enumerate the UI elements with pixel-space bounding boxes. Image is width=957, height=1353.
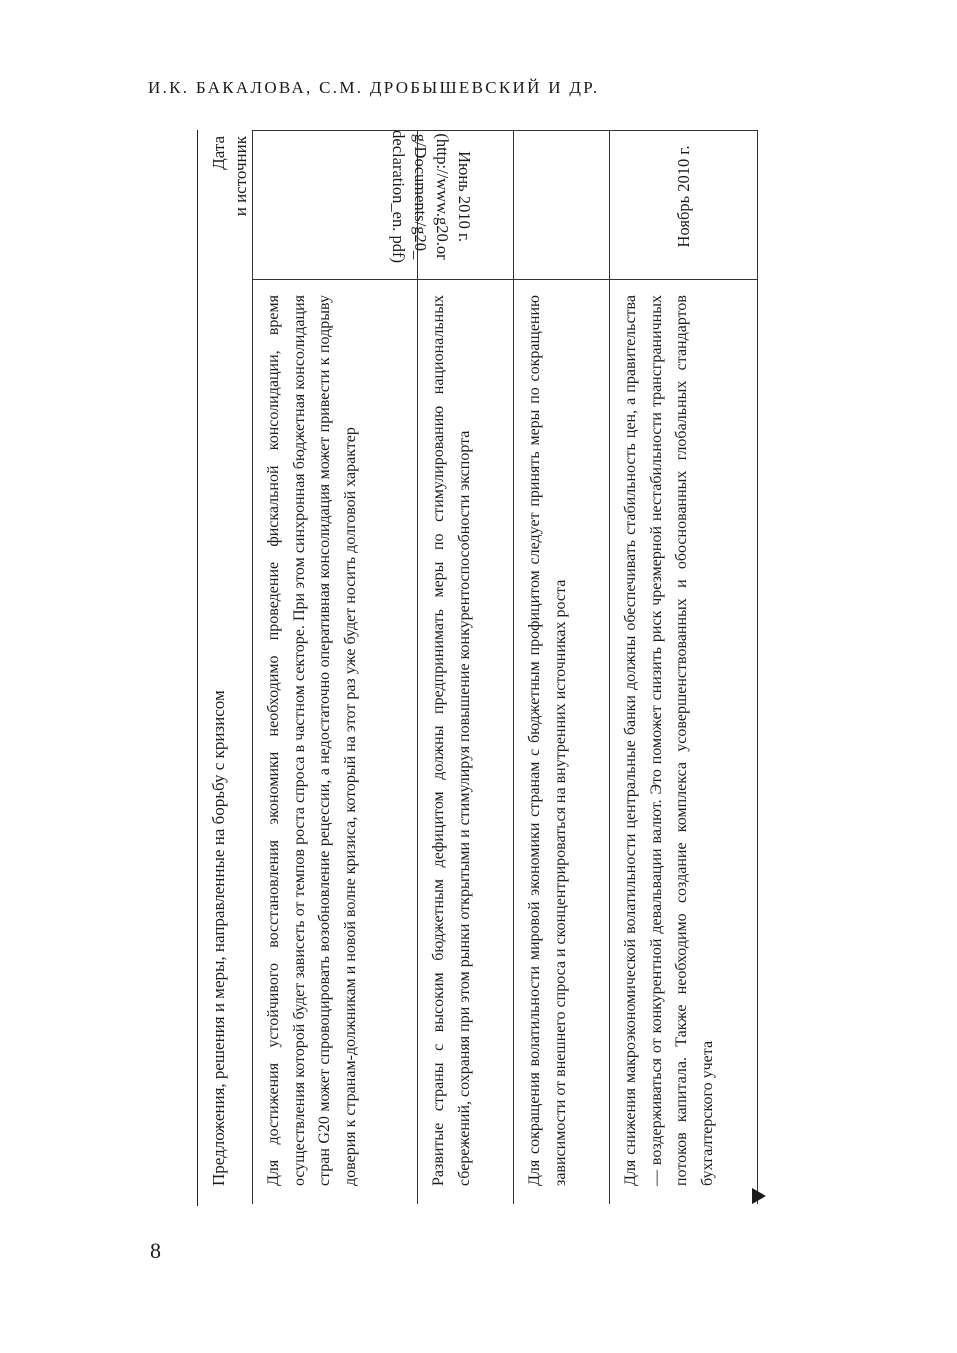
row-divider: [513, 130, 514, 1204]
column-header-date-line2: и источник: [231, 136, 250, 217]
date-cell-june: [252, 130, 609, 263]
column-header-date: [200, 130, 252, 280]
page-number: 8: [150, 1238, 161, 1263]
column-header-proposals: Предложения, решения и меры, направленные на борьбу с кризисом: [209, 690, 228, 1186]
column-header-date-line1: Дата: [209, 136, 228, 170]
date-november: Ноябрь 2010 г.: [673, 145, 693, 248]
header-rule: [197, 130, 198, 1206]
date-june-source-2: declaration_en. pdf): [388, 130, 408, 263]
row-divider: [417, 130, 418, 1204]
date-june-source-1: (http://www.g20.org/Documents/g20_: [410, 133, 452, 260]
table-row-1: Для достижения устойчивого восстановления экономики необходимо проведение фискальной консолидации, время осуществления которой будет зависеть от темпов роста спроса в частном секторе. При этом синхронная бюджетная консолидация стран G20 может спровоцировать возобновление рецессии, а недостаточно оперативная консолидация может привести к подрыву доверия к странам-должникам и новой волне кризиса, который на этот раз уже будет носить долговой характер: [265, 295, 359, 1186]
continuation-marker: [752, 1188, 766, 1204]
table-row-3: Для сокращения волатильности мировой экономики странам с бюджетным профицитом следует принять меры по сокращению зависимости от внешнего спроса и сконцентрироваться на внутренних источниках роста: [526, 295, 569, 1186]
date-june: Июнь 2010 г.: [454, 151, 474, 242]
table-row-4: Для снижения макроэкономической волатильности центральные банки должны обеспечивать стабильность цен, а правительства — воздерживаться от конкурентной девальвации валют. Это поможет снизить риск чрезмерной нестабильности трансграничных потоков капитала. Также необходимо создание комплекса усовершенствованных и обоснованных глобальных стандартов бухгалтерского учета: [622, 295, 716, 1186]
date-cell-november: [609, 130, 758, 263]
row-divider: [609, 130, 610, 1204]
rotated-table: [200, 130, 763, 1204]
running-head: И.К. БАКАЛОВА, С.М. ДРОБЫШЕВСКИЙ И ДР.: [148, 78, 600, 97]
column-divider: [252, 279, 758, 280]
table-row-2: Развитые страны с высоким бюджетным дефицитом должны предпринимать меры по стимулированию национальных сбережений, сохраняя при этом рынки открытыми и стимулируя повышение конкурентоспособности экспорта: [430, 295, 473, 1186]
